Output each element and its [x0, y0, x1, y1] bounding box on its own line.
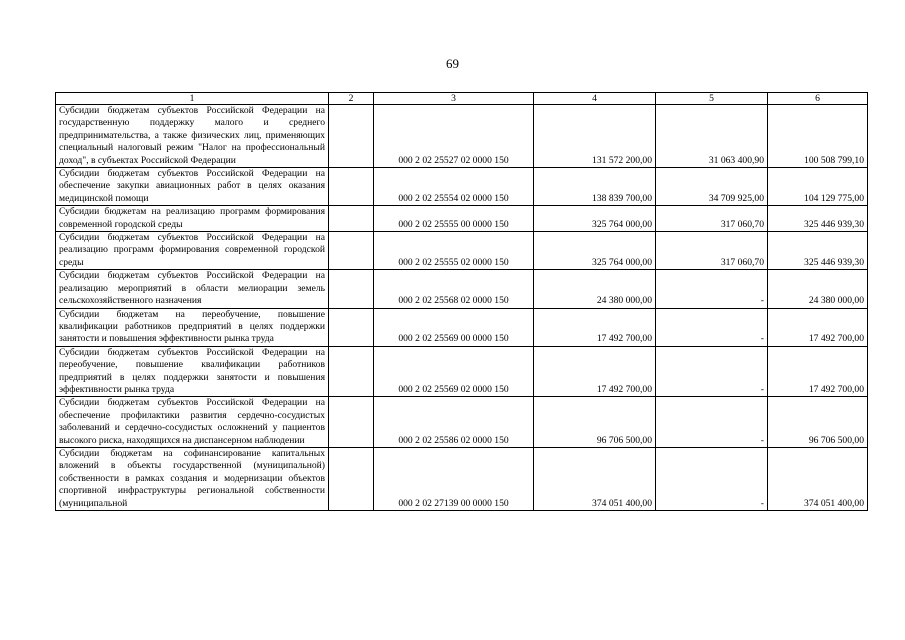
row-col5: -: [656, 346, 768, 397]
row-code: 000 2 02 25586 02 0000 150: [374, 397, 534, 448]
row-col2: [329, 447, 374, 510]
row-code: 000 2 02 25555 02 0000 150: [374, 232, 534, 270]
row-code: 000 2 02 25555 00 0000 150: [374, 206, 534, 232]
row-col2: [329, 270, 374, 308]
table-row: [56, 232, 868, 270]
row-col2: [329, 168, 374, 206]
column-header-4: 4: [534, 93, 656, 105]
row-col2: [329, 397, 374, 448]
column-header-6: 6: [768, 93, 868, 105]
row-col6: 96 706 500,00: [768, 397, 868, 448]
row-name: Субсидии бюджетам на переобучение, повышение квалификации работников предприятий в целях поддержки занятости и повышения эффективности рынка труда: [56, 308, 329, 346]
table-row: [56, 206, 868, 232]
row-name: Субсидии бюджетам на софинансирование капитальных вложений в объекты государственной (муниципальной) собственности в рамках создания и модернизации объектов спортивной инфраструктуры региональной собственности (муниципальной: [56, 447, 329, 510]
row-name: Субсидии бюджетам субъектов Российской Федерации на реализацию программ формирования современной городской среды: [56, 232, 329, 270]
row-col4: 374 051 400,00: [534, 447, 656, 510]
row-code: 000 2 02 25568 02 0000 150: [374, 270, 534, 308]
row-col5: -: [656, 447, 768, 510]
row-col2: [329, 308, 374, 346]
row-col4: 17 492 700,00: [534, 346, 656, 397]
row-code: 000 2 02 25569 02 0000 150: [374, 346, 534, 397]
row-code: 000 2 02 25554 02 0000 150: [374, 168, 534, 206]
row-col5: 317 060,70: [656, 232, 768, 270]
row-col6: 374 051 400,00: [768, 447, 868, 510]
row-col2: [329, 232, 374, 270]
row-col4: 138 839 700,00: [534, 168, 656, 206]
row-name: Субсидии бюджетам на реализацию программ формирования современной городской среды: [56, 206, 329, 232]
row-col6: 24 380 000,00: [768, 270, 868, 308]
page-number: 69: [446, 56, 459, 71]
row-col5: 34 709 925,00: [656, 168, 768, 206]
row-name: Субсидии бюджетам субъектов Российской Федерации на реализацию мероприятий в области мелиорации земель сельскохозяйственного назначения: [56, 270, 329, 308]
row-name: Субсидии бюджетам субъектов Российской Федерации на обеспечение закупки авиационных работ в целях оказания медицинской помощи: [56, 168, 329, 206]
row-col5: -: [656, 308, 768, 346]
row-col4: 24 380 000,00: [534, 270, 656, 308]
table-row: [56, 270, 868, 308]
table-row: [56, 105, 868, 168]
column-header-5: 5: [656, 93, 768, 105]
row-col6: 325 446 939,30: [768, 206, 868, 232]
row-col5: 317 060,70: [656, 206, 768, 232]
row-col2: [329, 206, 374, 232]
row-col6: 100 508 799,10: [768, 105, 868, 168]
row-col4: 325 764 000,00: [534, 206, 656, 232]
row-name: Субсидии бюджетам субъектов Российской Федерации на переобучение, повышение квалификации работников предприятий в целях поддержки занятости и повышения эффективности рынка труда: [56, 346, 329, 397]
row-col4: 96 706 500,00: [534, 397, 656, 448]
row-col4: 325 764 000,00: [534, 232, 656, 270]
row-name: Субсидии бюджетам субъектов Российской Федерации на обеспечение профилактики развития сердечно-сосудистых заболеваний и сердечно-сосудистых осложнений у пациентов высокого риска, находящихся на диспансерном наблюдении: [56, 397, 329, 448]
row-name: Субсидии бюджетам субъектов Российской Федерации на государственную поддержку малого и среднего предпринимательства, а также физических лиц, применяющих специальный налоговый режим "Налог на профессиональный доход", в субъектах Российской Федерации: [56, 105, 329, 168]
row-col5: 31 063 400,90: [656, 105, 768, 168]
table-row: [56, 168, 868, 206]
column-header-3: 3: [374, 93, 534, 105]
row-col5: -: [656, 270, 768, 308]
row-code: 000 2 02 25527 02 0000 150: [374, 105, 534, 168]
budget-table: [55, 92, 868, 511]
row-col4: 131 572 200,00: [534, 105, 656, 168]
row-col6: 17 492 700,00: [768, 308, 868, 346]
row-col4: 17 492 700,00: [534, 308, 656, 346]
table-row: [56, 397, 868, 448]
table-row: [56, 447, 868, 510]
row-code: 000 2 02 25569 00 0000 150: [374, 308, 534, 346]
row-code: 000 2 02 27139 00 0000 150: [374, 447, 534, 510]
header-row: [56, 93, 868, 105]
table-row: [56, 346, 868, 397]
row-col6: 17 492 700,00: [768, 346, 868, 397]
row-col6: 325 446 939,30: [768, 232, 868, 270]
row-col2: [329, 105, 374, 168]
row-col6: 104 129 775,00: [768, 168, 868, 206]
column-header-1: 1: [56, 93, 329, 105]
table-row: [56, 308, 868, 346]
column-header-2: 2: [329, 93, 374, 105]
row-col2: [329, 346, 374, 397]
row-col5: -: [656, 397, 768, 448]
